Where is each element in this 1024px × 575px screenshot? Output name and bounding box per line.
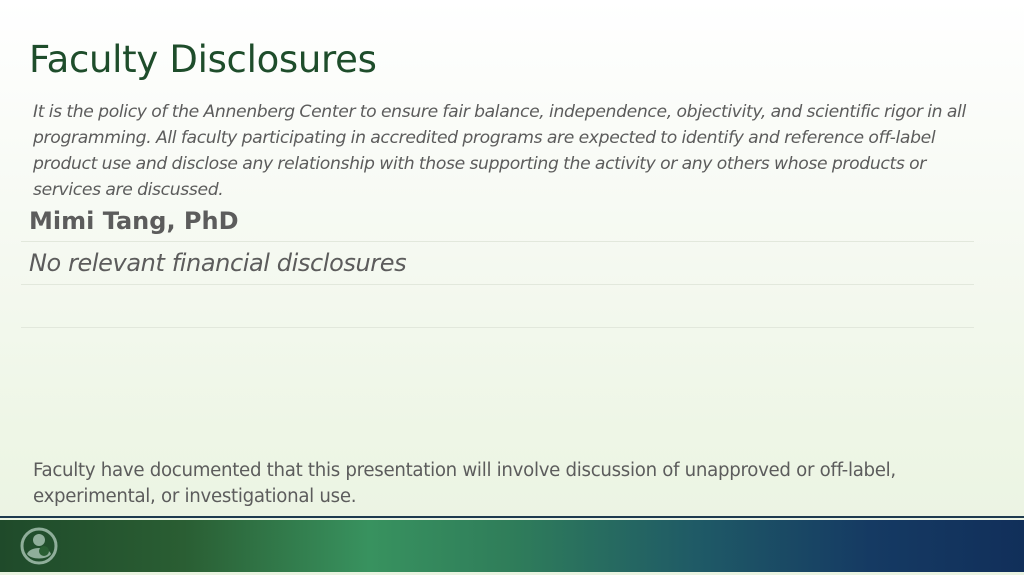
footer-brand-band [0,520,1024,572]
faculty-disclosure-table [21,200,974,328]
faculty-disclosure-row [21,242,974,285]
faculty-disclosure-text: No relevant financial disclosures [29,249,407,277]
footer-divider [0,516,1024,518]
annenberg-center-logo-icon [20,527,58,565]
off-label-use-note: Faculty have documented that this presentation will involve discussion of unapproved or off-label, experimental, or investigational use. [33,460,896,507]
faculty-name-row [21,200,974,242]
empty-table-row [21,285,974,328]
slide-title: Faculty Disclosures [29,38,377,81]
faculty-name: Mimi Tang, PhD [29,206,239,235]
policy-statement: It is the policy of the Annenberg Center to ensure fair balance, independence, objectivity, and scientific rigor in all programming. All faculty participating in accredited programs are expected to identify and reference off-label product use and disclose any relationship with those supporting the activity or any others whose products or services are discussed. [33,102,966,200]
